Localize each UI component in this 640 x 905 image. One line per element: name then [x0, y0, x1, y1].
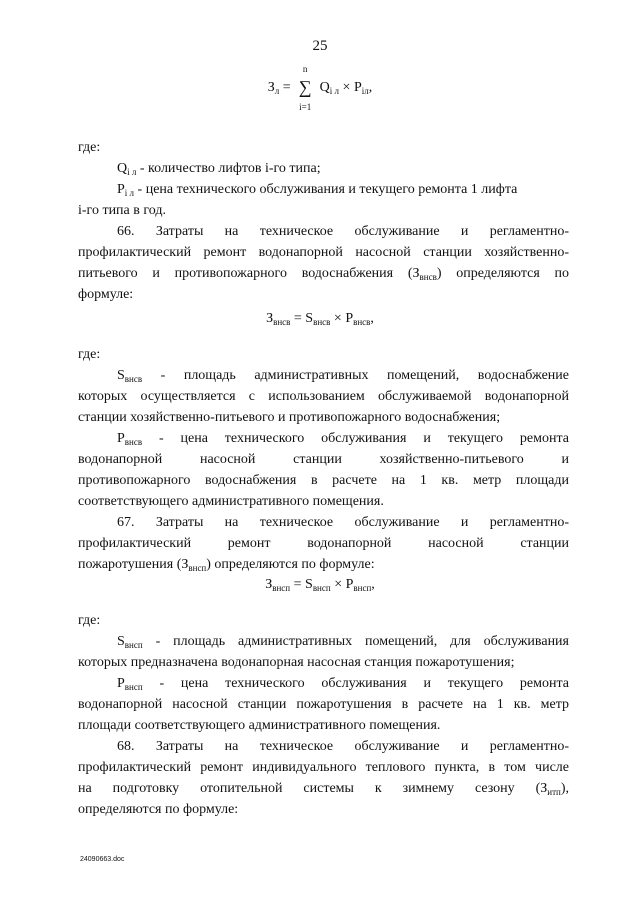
where-label: где:	[78, 140, 101, 155]
vnsv-where-block: где: $S_{внсв}$ - площадь административных помещений, водоснабжение которых осуществляется с использованием обслуживаемой водонапорной станции хозяйственно-питьевого и противопожарного водоснабжения; $P_{внсв}$ - цена технического обслуживания и текущего ремонта водонапорной насосной станции хозяйственно-питьевого и противопожарного водоснабжения в расчете на 1 кв. метр площади соответствующего административного помещения. 67. Затраты на техническое обслуживание и регламентно- профилактический ремонт водонапорной насосной станции пожаротушения $(З_{внсп})$ определяются по формуле:	[78, 344, 569, 575]
formula-lhs: $З_л$	[267, 80, 280, 97]
formula-lift-cost: $З_л$ = n ∑ i=1 $Q_{i л} \times P_{iл}$,	[267, 64, 373, 112]
sum-symbol: n ∑ i=1	[298, 64, 312, 112]
item-68: 68. Затраты на техническое обслуживание и регламентно-	[117, 739, 569, 754]
lift-where-block: где: $Q_{i л}$ - количество лифтов i-го типа; $P_{i л}$ - цена технического обслуживания и текущего ремонта 1 лифта i-го типа в год. 66. Затраты на техническое обслуживание и регламентно- профилактический ремонт водонапорной насосной станции хозяйственно- питьевого и противопожарного водоснабжения $(З_{внсв})$ определяются по формуле:	[78, 137, 569, 305]
item-67: 67. Затраты на техническое обслуживание и регламентно-	[117, 515, 569, 530]
vnsp-s-definition: $S_{внсп}$ - площадь административных помещений, для обслуживания	[117, 634, 569, 650]
page-number: 25	[312, 38, 328, 54]
vnsp-where-block: где: $S_{внсп}$ - площадь административных помещений, для обслуживания которых предназначена водонапорная насосная станция пожаротушения; $P_{внсп}$ - цена технического обслуживания и текущего ремонта водонапорной насосной станции пожаротушения в расчете на 1 кв. метр площади соответствующего административного помещения. 68. Затраты на техническое обслуживание и регламентно- профилактический ремонт индивидуального теплового пункта, в том числе на подготовку отопительной системы к зимнему сезону $(З_{итп})$, определяются по формуле:	[78, 610, 569, 820]
where-label: где:	[78, 613, 101, 628]
where-label: где:	[78, 347, 101, 362]
lift-q-definition: $Q_{i л}$ - количество лифтов i-го типа;	[117, 161, 321, 177]
footer-filename: 24090663.doc	[80, 856, 125, 863]
formula-vnsv: $З_{внсв} = S_{внсв} \times P_{внсв}$,	[266, 311, 374, 327]
vnsv-p-definition: $P_{внсв}$ - цена технического обслуживания и текущего ремонта	[117, 431, 569, 447]
formula-vnsp: $З_{внсп} = S_{внсп} \times P_{внсп}$,	[265, 577, 375, 593]
vnsv-s-definition: $S_{внсв}$ - площадь административных помещений, водоснабжение	[117, 368, 569, 384]
lift-p-definition: $P_{i л}$ - цена технического обслуживания и текущего ремонта 1 лифта	[117, 182, 518, 198]
vnsp-p-definition: $P_{внсп}$ - цена технического обслуживания и текущего ремонта	[117, 676, 569, 692]
item-66: 66. Затраты на техническое обслуживание и регламентно-	[117, 224, 569, 239]
